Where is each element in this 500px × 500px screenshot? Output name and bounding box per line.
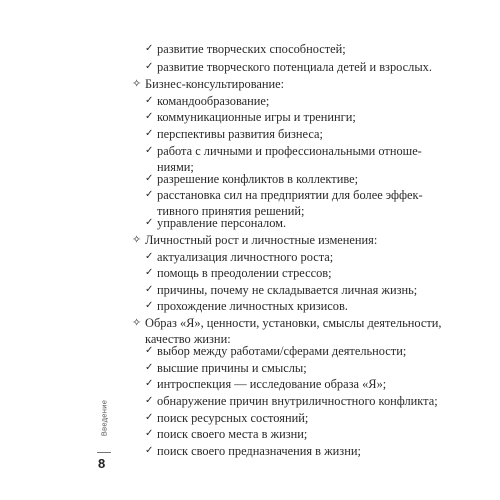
list-item-text: помощь в преодолении стрессов; — [157, 266, 332, 281]
checkmark-icon: ✓ — [145, 361, 154, 373]
section-rule — [97, 452, 111, 453]
section-heading-item — [132, 232, 378, 248]
checkmark-icon: ✓ — [145, 267, 154, 279]
checkmark-icon: ✓ — [145, 378, 154, 390]
list-item-text: Бизнес-консультирование: — [145, 77, 285, 92]
list-item-text: ниями; — [157, 159, 194, 174]
list-item-text: поиск своего места в жизни; — [157, 427, 308, 442]
checkmark-icon: ✓ — [145, 300, 154, 312]
diamond-bullet-icon: ✧ — [132, 77, 142, 91]
list-item-text: качество жизни: — [145, 332, 231, 347]
list-item — [145, 249, 334, 265]
list-item-text: причины, почему не складывается личная жизнь; — [157, 282, 418, 297]
list-item — [145, 443, 361, 459]
list-item-text: тивного принятия решений; — [157, 204, 305, 219]
list-item — [145, 171, 359, 187]
list-item — [145, 393, 438, 409]
diamond-bullet-icon: ✧ — [132, 232, 142, 246]
checkmark-icon: ✓ — [145, 345, 154, 357]
list-item — [145, 265, 332, 281]
list-item-text: Личностный рост и личностные изменения: — [145, 232, 378, 247]
list-item-text: работа с личными и профессиональными отноше- — [157, 143, 422, 158]
checkmark-icon: ✓ — [145, 127, 154, 139]
list-item — [145, 126, 323, 142]
diamond-bullet-icon: ✧ — [132, 316, 142, 330]
section-label: Введение — [99, 399, 109, 437]
checkmark-icon: ✓ — [145, 283, 154, 295]
page-number: 8 — [98, 456, 106, 471]
checkmark-icon: ✓ — [145, 111, 154, 123]
list-item-text: развитие творческого потенциала детей и взрослых. — [157, 59, 432, 74]
list-item-text: актуализация личностного роста; — [157, 249, 334, 264]
list-item — [145, 59, 432, 75]
list-item — [145, 215, 287, 231]
checkmark-icon: ✓ — [145, 144, 154, 156]
list-item — [145, 426, 308, 442]
list-item-text: обнаружение причин внутриличностного конфликта; — [157, 394, 438, 409]
list-item-text: коммуникационные игры и тренинги; — [157, 110, 356, 125]
checkmark-icon: ✓ — [145, 60, 154, 72]
list-item-text: прохождение личностных кризисов. — [157, 299, 348, 314]
list-item — [145, 41, 346, 57]
checkmark-icon: ✓ — [145, 172, 154, 184]
list-item-text: высшие причины и смыслы; — [157, 360, 307, 375]
list-item-text: командообразование; — [157, 93, 270, 108]
section-heading-item — [132, 76, 285, 92]
list-item-text: управление персоналом. — [157, 216, 287, 231]
list-item — [145, 298, 348, 314]
list-item-text: Образ «Я», ценности, установки, смыслы деятельности, — [145, 316, 442, 331]
list-item-text: разрешение конфликтов в коллективе; — [157, 171, 359, 186]
list-item — [145, 343, 407, 359]
list-item — [145, 376, 387, 392]
checkmark-icon: ✓ — [145, 395, 154, 407]
checkmark-icon: ✓ — [145, 411, 154, 423]
list-item-text: поиск ресурсных состояний; — [157, 410, 309, 425]
checkmark-icon: ✓ — [145, 428, 154, 440]
list-item — [145, 109, 356, 125]
list-item — [145, 410, 309, 426]
list-item — [145, 93, 270, 109]
checkmark-icon: ✓ — [145, 250, 154, 262]
checkmark-icon: ✓ — [145, 217, 154, 229]
list-item — [145, 282, 418, 298]
checkmark-icon: ✓ — [145, 43, 154, 54]
list-item-text: интроспекция — исследование образа «Я»; — [157, 377, 387, 392]
list-item — [145, 360, 307, 376]
checkmark-icon: ✓ — [145, 445, 154, 456]
checkmark-icon: ✓ — [145, 189, 154, 201]
list-item-text: выбор между работами/сферами деятельности; — [157, 344, 407, 359]
checkmark-icon: ✓ — [145, 94, 154, 106]
list-item-text: перспективы развития бизнеса; — [157, 126, 323, 141]
list-item-text: поиск своего предназначения в жизни; — [157, 444, 361, 458]
list-item-text: развитие творческих способностей; — [157, 42, 346, 56]
list-item-text: расстановка сил на предприятии для более эффек- — [157, 188, 423, 203]
